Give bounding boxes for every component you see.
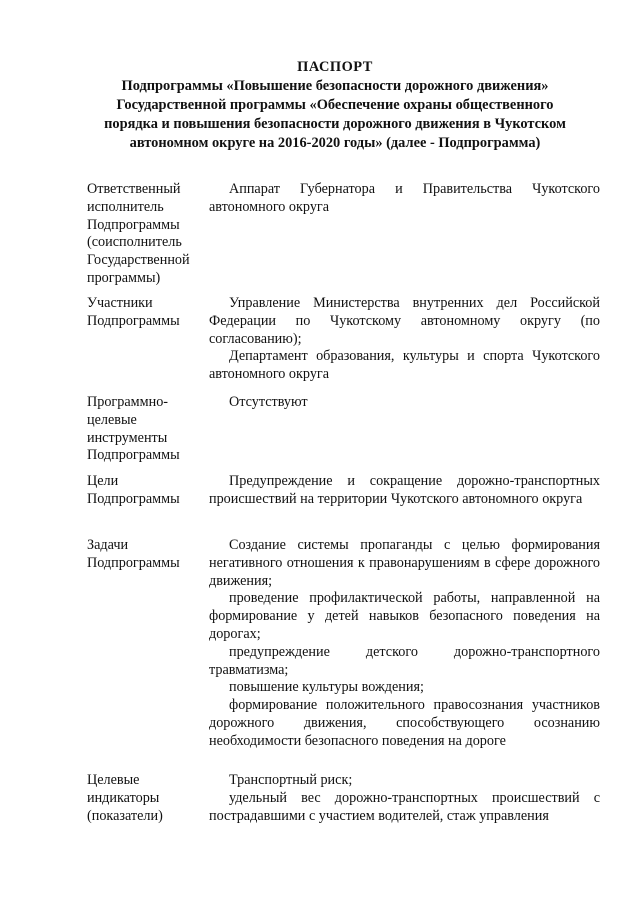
section-label: Ответственный исполнитель Подпрограммы (соисполнитель Государственной программы) — [87, 181, 190, 286]
section-paragraph: Управление Министерства внутренних дел Российской Федерации по Чукотскому автономному округу (по согласованию); — [209, 295, 600, 347]
subtitle-line-1: Подпрограммы «Повышение безопасности дорожного движения» — [121, 78, 549, 94]
section-label: Цели Подпрограммы — [87, 473, 180, 507]
subtitle-line-2: Государственной программы «Обеспечение охраны общественного — [116, 97, 554, 113]
section-paragraph: Предупреждение и сокращение дорожно-транспортных происшествий на территории Чукотского автономного округа — [209, 473, 600, 507]
section-paragraph: проведение профилактической работы, направленной на формирование у детей навыков безопасного поведения на дорогах; — [209, 590, 600, 642]
section-paragraph: формирование положительного правосознания участников дорожного движения, способствующего осознанию необходимости безопасного поведения на дороге — [209, 697, 600, 749]
section-label: Целевые индикаторы (показатели) — [87, 772, 163, 824]
section-paragraph: повышение культуры вождения; — [229, 679, 424, 696]
passport-header — [70, 58, 600, 153]
section-paragraph: Отсутствуют — [229, 394, 308, 410]
section-paragraph: удельный вес дорожно-транспортных происшествий с пострадавшими с участием водителей, стаж управления — [209, 789, 600, 824]
section-content — [209, 473, 600, 509]
section-paragraph: Транспортный риск; — [229, 772, 353, 788]
section-label: Участники Подпрограммы — [87, 295, 180, 329]
section-content — [209, 394, 600, 412]
section-content — [209, 537, 600, 751]
section-paragraph: Создание системы пропаганды с целью формирования негативного отношения к правонарушениям в сфере дорожного движения; — [209, 537, 600, 589]
section-paragraph: Департамент образования, культуры и спорта Чукотского автономного округа — [209, 348, 600, 383]
subtitle-line-3: порядка и повышения безопасности дорожного движения в Чукотском — [104, 116, 566, 132]
section-paragraph: предупреждение детского дорожно-транспортного травматизма; — [209, 643, 600, 678]
section-content — [209, 772, 600, 825]
section-label: Задачи Подпрограммы — [87, 537, 180, 571]
section-label: Программно- целевые инструменты Подпрограммы — [87, 394, 180, 464]
section-content — [209, 181, 600, 217]
subtitle-line-4: автономном округе на 2016-2020 годы» (далее - Подпрограмма) — [129, 135, 541, 151]
section-paragraph: Аппарат Губернатора и Правительства Чукотского автономного округа — [209, 181, 600, 215]
document-title: ПАСПОРТ — [297, 59, 373, 75]
section-content — [209, 295, 600, 384]
